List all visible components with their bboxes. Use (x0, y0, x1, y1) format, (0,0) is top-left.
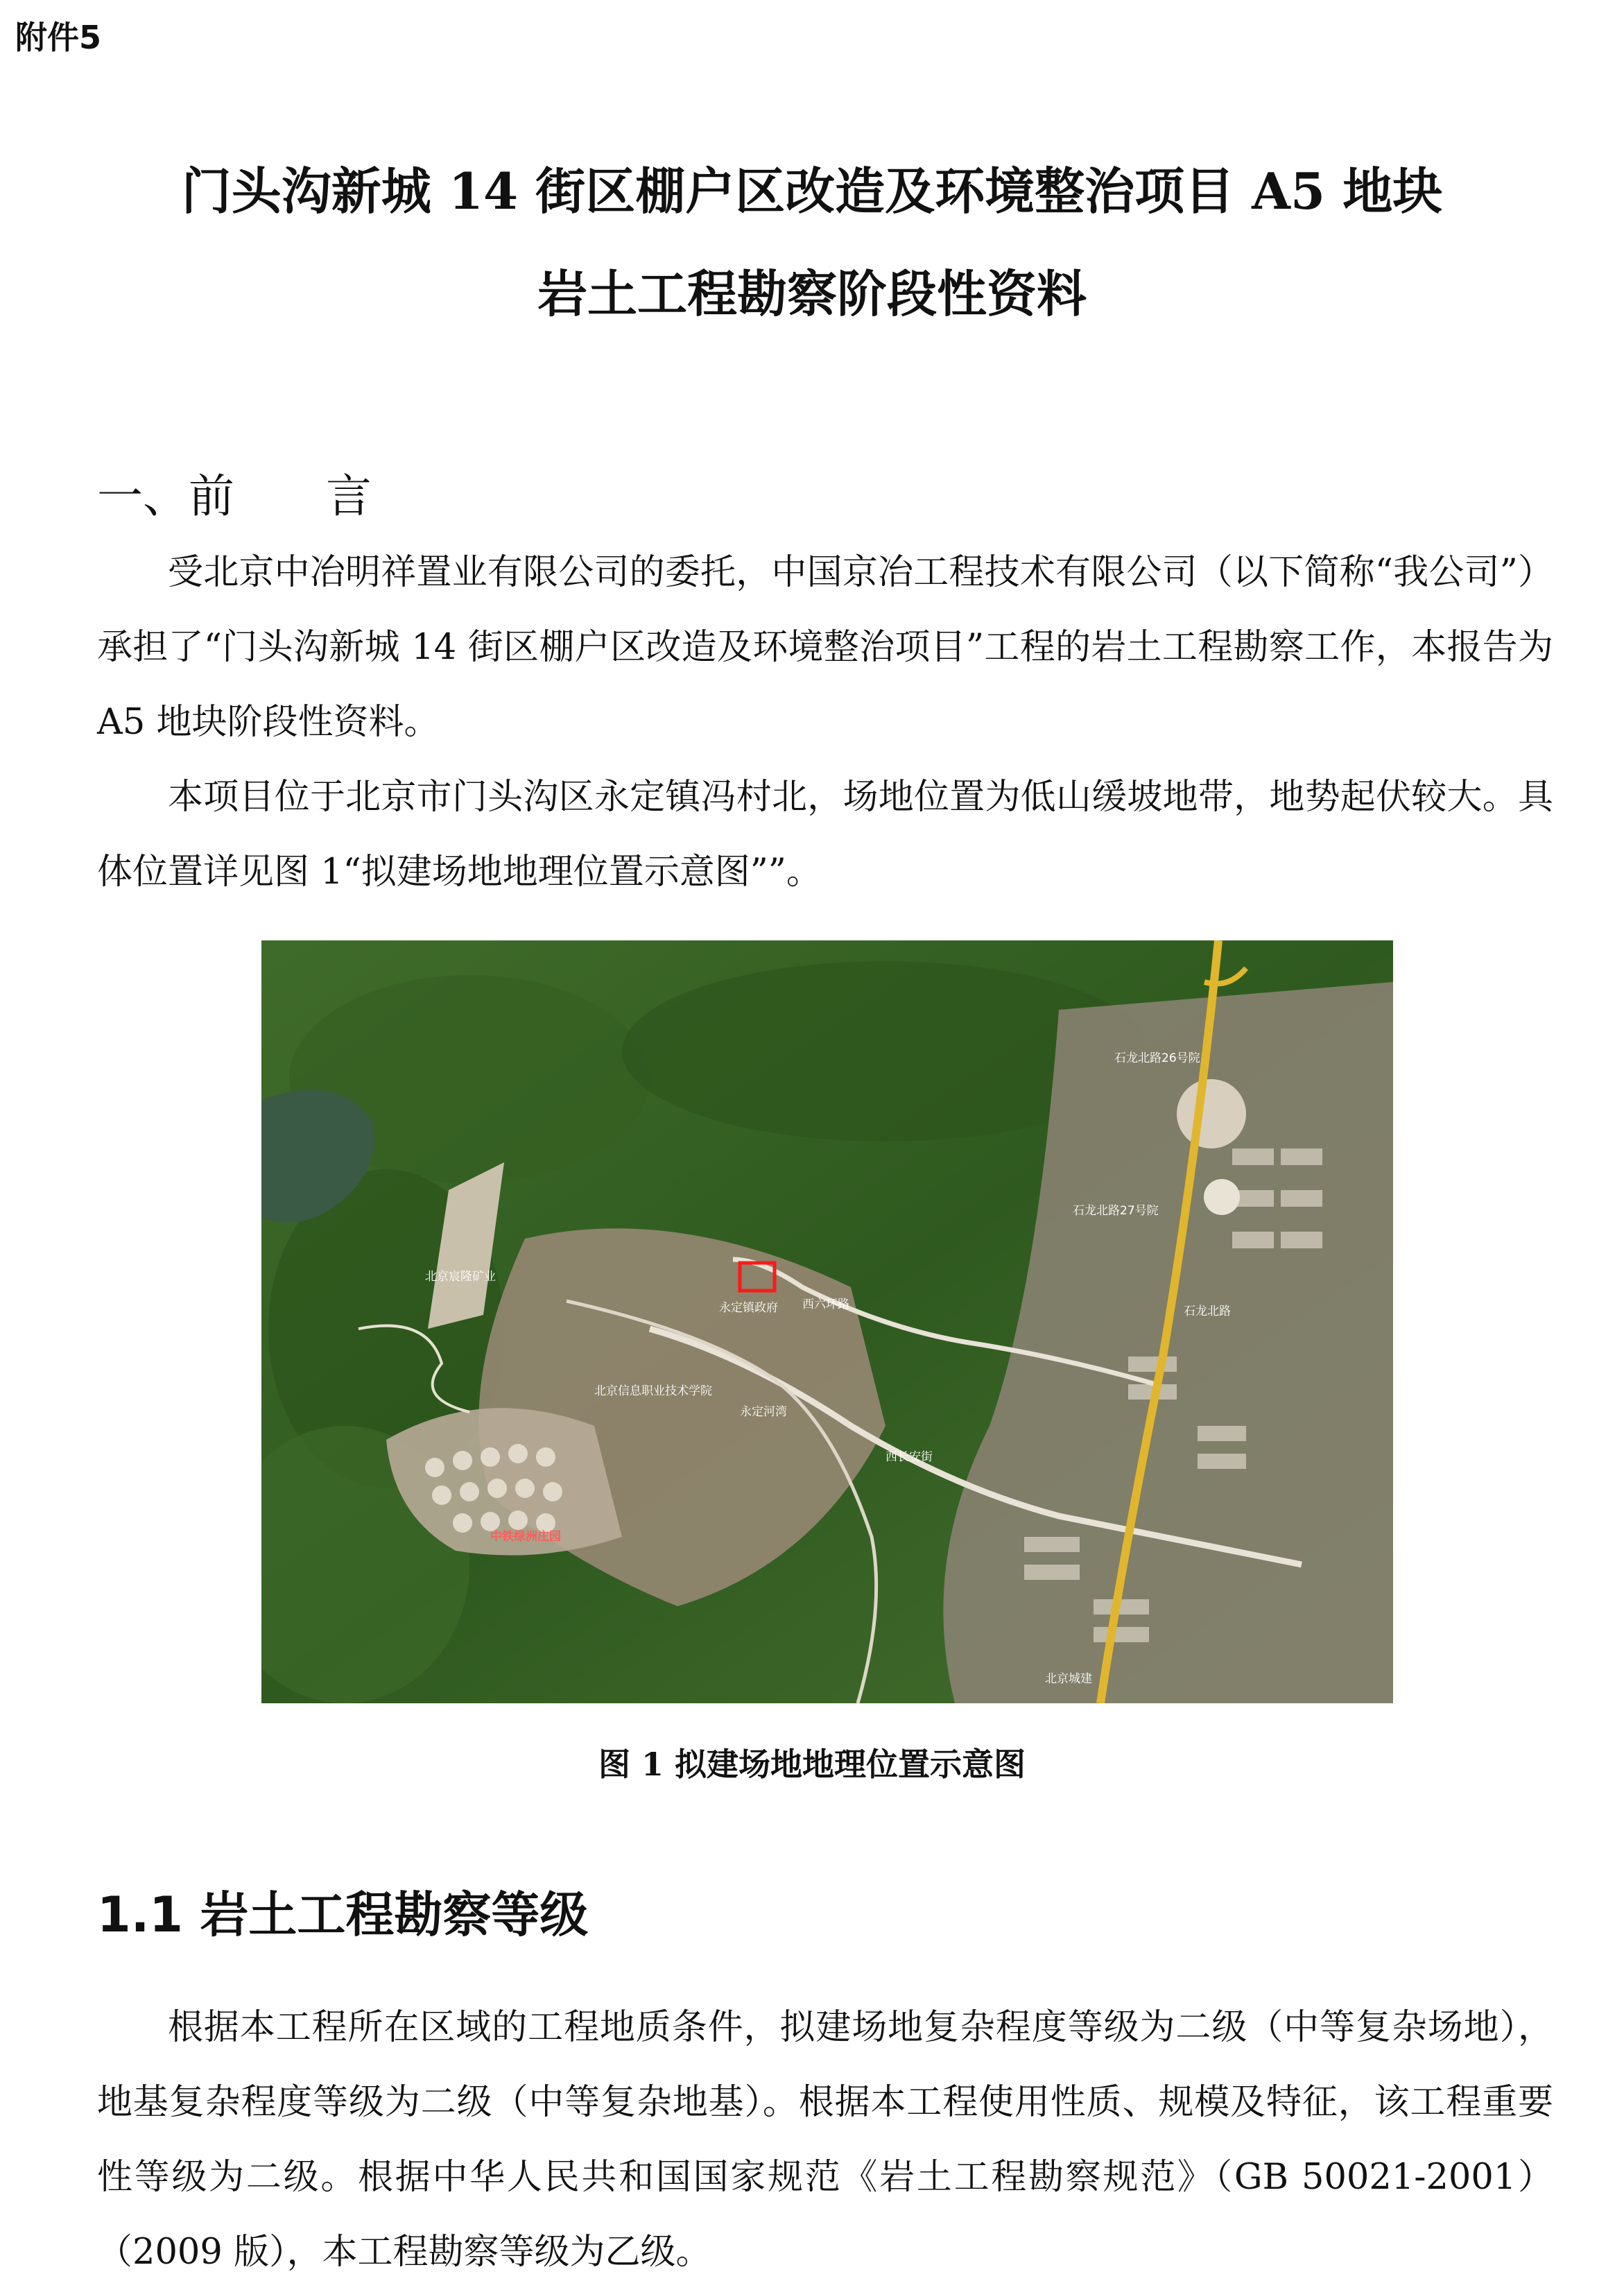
section-heading-preface: 一、前 言 (97, 470, 372, 523)
document-title-line2: 岩土工程勘察阶段性资料 (537, 264, 1087, 323)
map-label-1: 北京宸隆矿业 (425, 1270, 496, 1284)
map-label-6: 中铁绿洲庄园 (490, 1530, 561, 1544)
map-label-9: 石龙北路 (1184, 1305, 1231, 1318)
site-location-satellite-map (261, 940, 1393, 1703)
map-label-8: 永定河湾 (740, 1405, 787, 1419)
attachment-label: 附件5 (15, 19, 102, 56)
map-label-10: 西长安街 (886, 1450, 933, 1464)
map-label-3: 石龙北路26号院 (1114, 1051, 1200, 1065)
section-heading-survey-grade: 1.1 岩土工程勘察等级 (97, 1886, 589, 1943)
map-label-2: 永定镇政府 (719, 1301, 778, 1315)
preface-paragraph-1: 受北京中冶明祥置业有限公司的委托，中国京冶工程技术有限公司（以下简称“我公司”）承担了“门头沟新城 14 街区棚户区改造及环境整治项目”工程的岩土工程勘察工作，本报告为 A5 地块阶段性资料。 (97, 552, 1553, 743)
map-label-5: 西六环路 (802, 1298, 849, 1311)
map-label-4: 石龙北路27号院 (1073, 1204, 1159, 1218)
survey-grade-paragraph: 根据本工程所在区域的工程地质条件，拟建场地复杂程度等级为二级（中等复杂场地），地基复杂程度等级为二级（中等复杂地基）。根据本工程使用性质、规模及特征，该工程重要性等级为二级。根据中华人民共和国国家规范《岩土工程勘察规范》（GB 50021-2001）（2009 版），本工程勘察等级为乙级。 (97, 2007, 1553, 2273)
preface-paragraph-2: 本项目位于北京市门头沟区永定镇冯村北，场地位置为低山缓坡地带，地势起伏较大。具体位置详见图 1“拟建场地地理位置示意图””。 (97, 777, 1553, 893)
figure-caption: 图 1 拟建场地地理位置示意图 (598, 1746, 1026, 1783)
document-title-line1: 门头沟新城 14 街区棚户区改造及环境整治项目 A5 地块 (181, 162, 1443, 221)
map-label-7: 北京信息职业技术学院 (594, 1384, 712, 1398)
map-label-11: 北京城建 (1045, 1672, 1092, 1686)
